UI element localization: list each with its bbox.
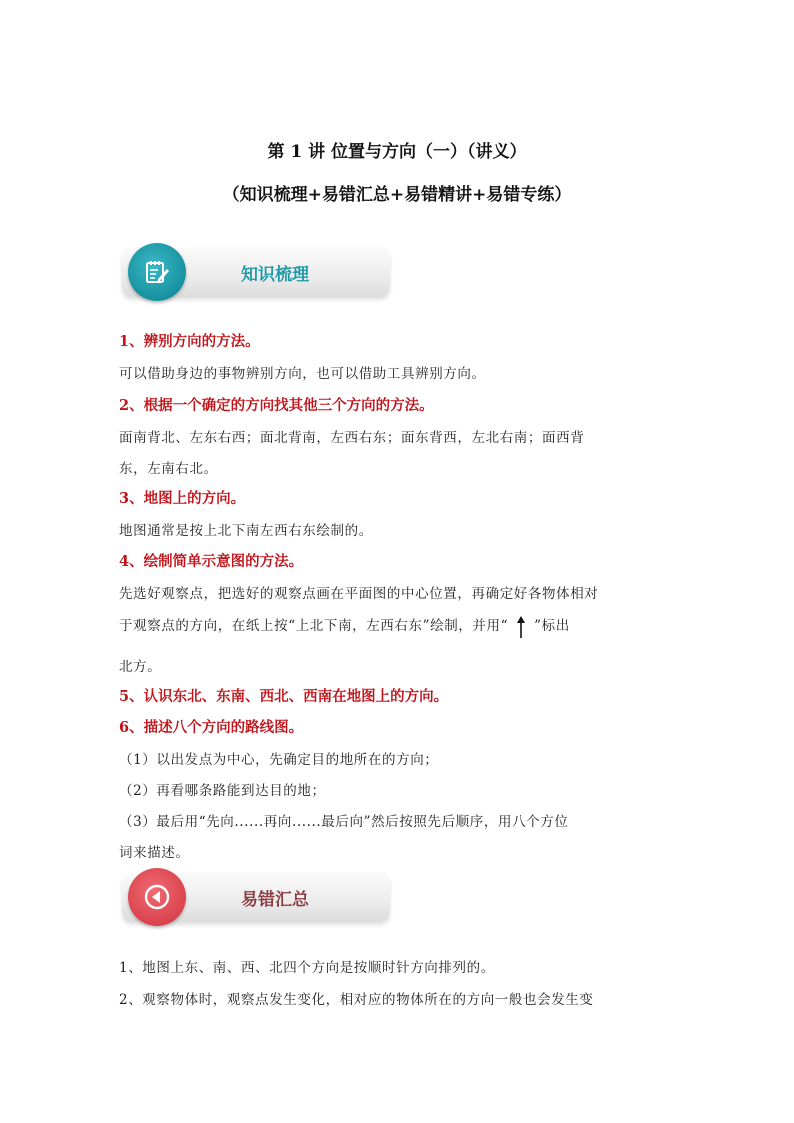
text-item-4-line-2-before: 于观察点的方向，在纸上按“上北下南，左西右东”绘制，并用“ <box>119 618 509 634</box>
north-arrow-icon <box>514 615 528 639</box>
text-item-3-line-1: 地图通常是按上北下南左西右东绘制的。 <box>119 523 373 539</box>
heading-item-1: 1、辨别方向的方法。 <box>119 333 260 350</box>
page-subtitle: （知识梳理+易错汇总+易错精讲+易错专练） <box>222 185 572 205</box>
section-label-knowledge: 知识梳理 <box>241 264 309 285</box>
heading-item-3: 3、地图上的方向。 <box>119 490 246 507</box>
text-item-4-line-2 <box>119 614 679 639</box>
heading-item-6: 6、描述八个方向的路线图。 <box>119 719 304 736</box>
page-title: 第 1 讲 位置与方向（一）（讲义） <box>267 142 527 162</box>
text-item-4-line-3: 北方。 <box>119 659 162 675</box>
text-item-6-line-4: 词来描述。 <box>119 845 190 861</box>
text-item-4-line-1: 先选好观察点，把选好的观察点画在平面图的中心位置，再确定好各物体相对 <box>119 586 599 602</box>
text-item-4-line-2-after: ”标出 <box>534 618 570 634</box>
heading-item-5: 5、认识东北、东南、西北、西南在地图上的方向。 <box>119 688 449 705</box>
text-item-1-line-1: 可以借助身边的事物辨别方向，也可以借助工具辨别方向。 <box>119 366 486 382</box>
text-item-6-line-3: （3）最后用“先向......再向......最后向”然后按照先后顺序，用八个方位 <box>119 814 569 830</box>
text-item-6-line-2: （2）再看哪条路能到达目的地； <box>119 783 326 799</box>
section-banner-errors <box>122 872 390 922</box>
error-line-1: 1、地图上东、南、西、北四个方向是按顺时针方向排列的。 <box>119 960 495 976</box>
text-item-6-line-1: （1）以出发点为中心，先确定目的地所在的方向； <box>119 752 439 768</box>
back-arrow-circle-icon <box>128 868 186 926</box>
notepad-pencil-icon <box>128 243 186 301</box>
text-item-2-line-2: 东，左南右北。 <box>119 461 218 477</box>
section-banner-knowledge <box>122 247 390 297</box>
heading-item-4: 4、绘制简单示意图的方法。 <box>119 553 304 570</box>
text-item-2-line-1: 面南背北、左东右西；面北背南，左西右东；面东背西，左北右南；面西背 <box>119 430 585 446</box>
section-label-errors: 易错汇总 <box>241 889 309 910</box>
error-line-2: 2、观察物体时，观察点发生变化，相对应的物体所在的方向一般也会发生变 <box>119 992 594 1008</box>
heading-item-2: 2、根据一个确定的方向找其他三个方向的方法。 <box>119 397 434 414</box>
